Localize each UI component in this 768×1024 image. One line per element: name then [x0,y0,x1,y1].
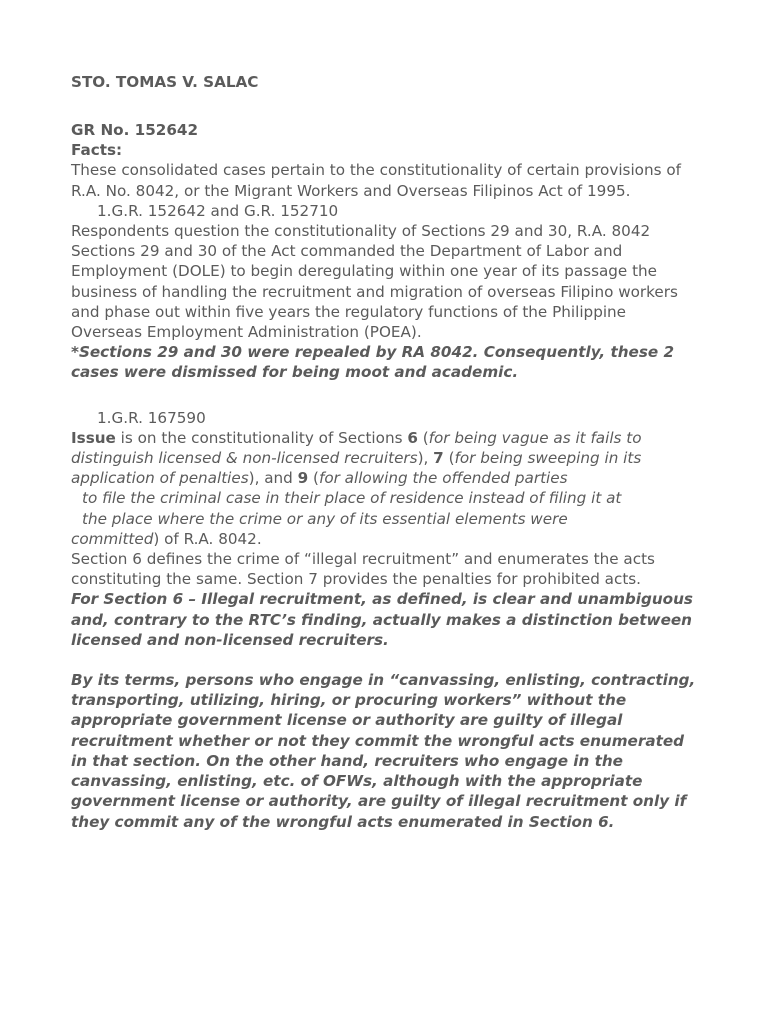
issue-text: ), [417,449,434,468]
section-7-reason: for being sweeping in its application of penalties [71,449,642,488]
section-7-ref: 7 [433,449,444,468]
section-6-holding: For Section 6 – Illegal recruitment, as defined, is clear and unambiguous and, contrary to the RTC’s finding, actually makes a distinction between licensed and non-licensed recruiters. [71,590,693,649]
issue-text: ( [417,428,429,447]
section-6-paragraph: Section 6 defines the crime of “illegal recruitment” and enumerates the acts constituting the same. Section 7 provides the penalties for prohibited acts. [71,550,655,589]
spacer [71,94,701,120]
item1-note: *Sections 29 and 30 were repealed by RA 8042. Consequently, these 2 cases were dismissed for being moot and academic. [71,343,675,382]
issue-paragraph [71,428,701,489]
gr-number: GR No. 152642 [71,121,199,139]
issue-text: ) of R.A. 8042. [153,529,262,548]
section-9-reason-line-3: the place where the crime or any of its essential elements were [82,509,568,528]
facts-heading: Facts: [71,141,123,160]
issue-text: is on the constitutionality of Sections [115,428,408,447]
item1-paragraph-1: Respondents question the constitutionality of Sections 29 and 30, R.A. 8042 [71,222,651,241]
issue-label: Issue [71,428,116,447]
issue-closing-line [71,529,701,549]
section-6-reason: for being vague as it fails to distinguish licensed & non-licensed recruiters [71,428,642,468]
document-title: STO. TOMAS V. SALAC [71,73,259,91]
item1-paragraph-2: Sections 29 and 30 of the Act commanded the Department of Labor and Employment (DOLE) to begin deregulating within one year of its passage the business of handling the recruitment and migration of overseas Filipino workers and phase out within five years the regulatory functions of the Philippine Overseas Employment Administration (POEA). [71,242,678,342]
section-6-ref: 6 [407,428,418,447]
section-9-reason-end: committed [71,529,154,548]
section-9-ref: 9 [297,469,309,488]
section-9-reason-line-2: to file the criminal case in their place of residence instead of filing it at [82,489,622,508]
spacer [71,383,701,408]
list-item-1: 1.G.R. 152642 and G.R. 152710 [97,201,339,220]
section-9-reason: for allowing the offended parties [318,469,568,488]
by-its-terms-paragraph: By its terms, persons who engage in “canvassing, enlisting, contracting, transporting, utilizing, hiring, or procuring workers” without the appropriate government license or authority are guilty of illegal recruitment whether or not they commit the wrongful acts enumerated in that section. On the other hand, recruiters who engage in the canvassing, enlisting, etc. of OFWs, although with the appropriate government license or authority, are guilty of illegal recruitment only if they commit any of the wrongful acts enumerated in Section 6. [71,671,696,831]
issue-text: ), and [248,469,298,488]
facts-paragraph: These consolidated cases pertain to the constitutionality of certain provisions of R.A. No. 8042, or the Migrant Workers and Overseas Filipinos Act of 1995. [71,161,681,200]
list-item-2: 1.G.R. 167590 [97,408,206,427]
document-page [71,72,701,832]
spacer [71,650,701,670]
issue-text: ( [443,449,455,468]
issue-text: ( [308,469,319,488]
